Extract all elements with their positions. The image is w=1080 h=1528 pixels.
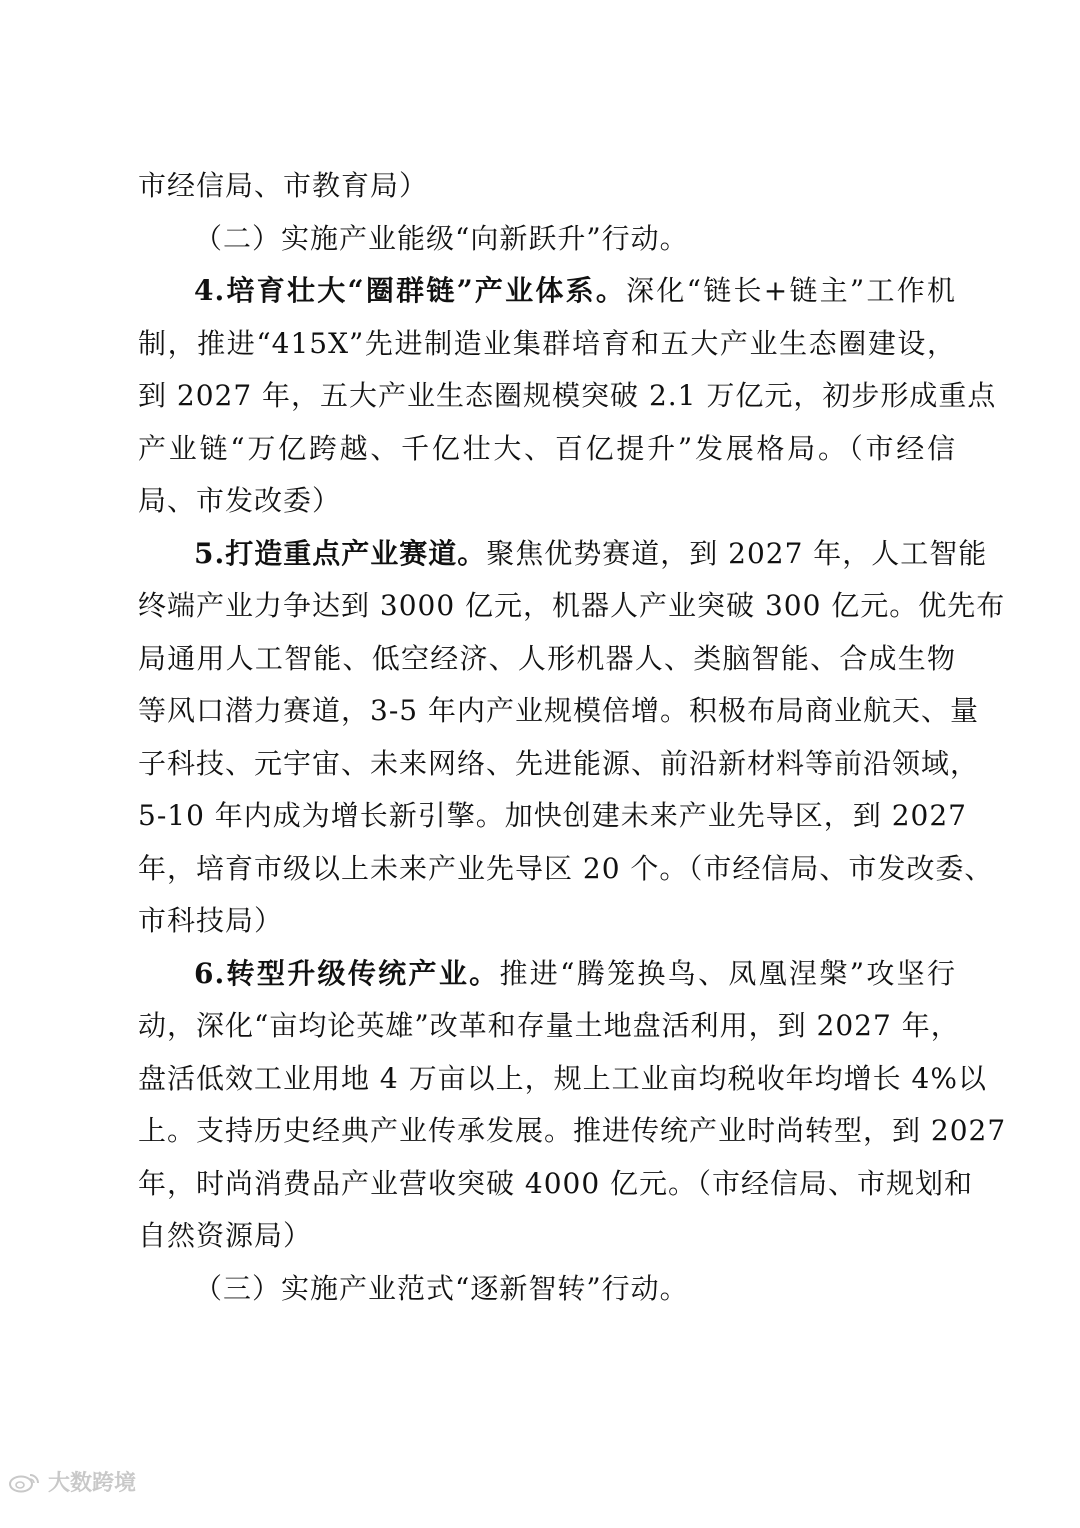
paragraph-line: 子科技、元宇宙、未来网络、先进能源、前沿新材料等前沿领域， bbox=[138, 746, 980, 780]
text-line: 市经信局、市教育局） bbox=[138, 169, 429, 202]
watermark bbox=[8, 1466, 136, 1497]
paragraph-line: 到 2027 年，五大产业生态圈规模突破 2.1 万亿元，初步形成重点 bbox=[138, 379, 997, 412]
paragraph-line bbox=[138, 265, 956, 318]
paragraph-line: 局、市发改委） bbox=[138, 484, 342, 517]
paragraph-line: 终端产业力争达到 3000 亿元，机器人产业突破 300 亿元。优先布 bbox=[138, 589, 1006, 622]
paragraph-line: 上。支持历史经典产业传承发展。推进传统产业时尚转型，到 2027 bbox=[138, 1114, 1007, 1147]
watermark-text: 大数跨境 bbox=[48, 1471, 137, 1496]
text-span: 聚焦优势赛道，到 2027 年，人工智能 bbox=[486, 536, 988, 570]
paragraph-line bbox=[138, 948, 956, 1001]
paragraph-line: 制，推进“415X”先进制造业集群培育和五大产业生态圈建设， bbox=[138, 326, 956, 360]
document-page bbox=[138, 160, 1007, 1315]
paragraph-line: 市科技局） bbox=[138, 904, 284, 937]
text-span: 推进“腾笼换鸟、凤凰涅槃”攻坚行 bbox=[499, 956, 956, 990]
weibo-logo-icon bbox=[8, 1471, 42, 1493]
paragraph-line: 动，深化“亩均论英雄”改革和存量土地盘活利用，到 2027 年， bbox=[138, 1009, 960, 1042]
paragraph-line: 产业链“万亿跨越、千亿壮大、百亿提升”发展格局。（市经信 bbox=[138, 431, 956, 465]
text-span: 深化“链长+链主”工作机 bbox=[626, 274, 956, 307]
item-heading: 6.转型升级传统产业。 bbox=[194, 956, 500, 990]
section-heading: （三）实施产业范式“逐新智转”行动。 bbox=[194, 1271, 689, 1305]
section-heading: （二）实施产业能级“向新跃升”行动。 bbox=[194, 221, 689, 255]
paragraph-line: 等风口潜力赛道，3-5 年内产业规模倍增。积极布局商业航天、量 bbox=[138, 694, 979, 727]
paragraph-line: 局通用人工智能、低空经济、人形机器人、类脑智能、合成生物 bbox=[138, 641, 956, 675]
item-heading: 5.打造重点产业赛道。 bbox=[194, 536, 487, 570]
item-heading: 4.培育壮大“圈群链”产业体系。 bbox=[194, 274, 627, 307]
paragraph-line: 5-10 年内成为增长新引擎。加快创建未来产业先导区，到 2027 bbox=[138, 799, 967, 832]
paragraph-line bbox=[138, 528, 988, 581]
paragraph-line: 年，时尚消费品产业营收突破 4000 亿元。（市经信局、市规划和 bbox=[138, 1166, 974, 1200]
paragraph-line: 盘活低效工业用地 4 万亩以上，规上工业亩均税收年均增长 4%以 bbox=[138, 1061, 987, 1095]
paragraph-line: 自然资源局） bbox=[138, 1219, 313, 1252]
paragraph-line: 年，培育市级以上未来产业先导区 20 个。（市经信局、市发改委、 bbox=[138, 851, 994, 885]
